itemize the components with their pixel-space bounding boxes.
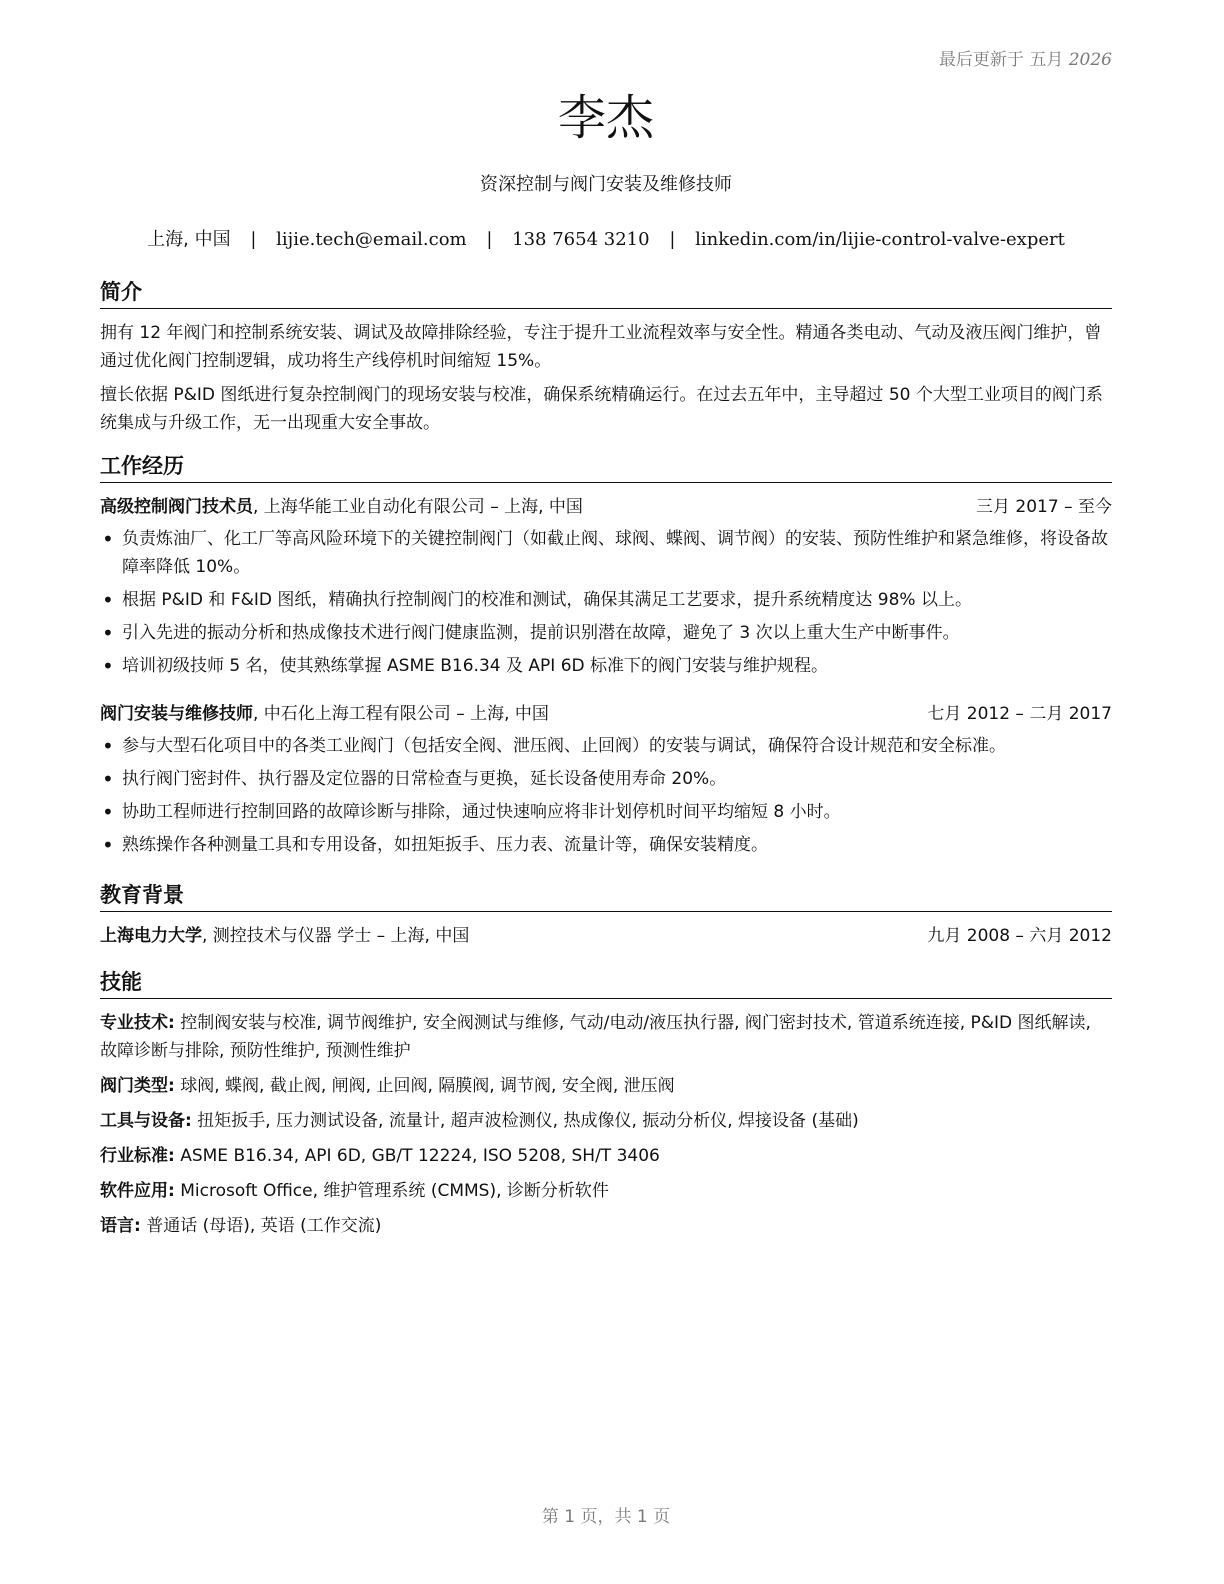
skill-label: 语言: bbox=[100, 1216, 141, 1236]
resume-page bbox=[100, 0, 1112, 1584]
contact-separator: | bbox=[250, 229, 257, 250]
job-header bbox=[100, 493, 1112, 521]
contact-line bbox=[100, 225, 1112, 251]
skill-label: 软件应用: bbox=[100, 1181, 175, 1201]
job-title-company bbox=[100, 493, 583, 521]
contact-linkedin[interactable]: linkedin.com/in/lijie-control-valve-expert bbox=[695, 229, 1065, 250]
job-header bbox=[100, 700, 1112, 728]
job-company: , 中石化上海工程有限公司 – 上海, 中国 bbox=[253, 704, 549, 724]
job-role: 阀门安装与维修技师 bbox=[100, 704, 253, 724]
job-bullets bbox=[100, 525, 1112, 680]
summary-heading: 简介 bbox=[100, 278, 1112, 309]
skill-line bbox=[100, 1009, 1112, 1065]
skill-value: ASME B16.34, API 6D, GB/T 12224, ISO 5208, SH/T 3406 bbox=[174, 1146, 660, 1166]
job-bullet: • 执行阀门密封件、执行器及定位器的日常检查与更换，延长设备使用寿命 20%。 bbox=[100, 765, 1112, 793]
education-section bbox=[100, 881, 1112, 950]
job-company: , 上海华能工业自动化有限公司 – 上海, 中国 bbox=[253, 497, 583, 517]
job-bullet: • 负责炼油厂、化工厂等高风险环境下的关键控制阀门（如截止阀、球阀、蝶阀、调节阀）的安装、预防性维护和紧急维修，将设备故障率降低 10%。 bbox=[100, 525, 1112, 581]
education-school: 上海电力大学 bbox=[100, 926, 202, 946]
skill-label: 行业标准: bbox=[100, 1146, 175, 1166]
education-dates: 九月 2008 – 六月 2012 bbox=[927, 926, 1112, 946]
last-updated bbox=[939, 45, 1112, 70]
job-bullet: • 协助工程师进行控制回路的故障诊断与排除，通过快速响应将非计划停机时间平均缩短 8 小时。 bbox=[100, 798, 1112, 826]
skill-line bbox=[100, 1142, 1112, 1170]
job-bullets bbox=[100, 732, 1112, 859]
summary-paragraph: 擅长依据 P&ID 图纸进行复杂控制阀门的现场安装与校准，确保系统精确运行。在过去五年中，主导超过 50 个大型工业项目的阀门系统集成与升级工作，无一出现重大安全事故。 bbox=[100, 385, 1103, 433]
candidate-title: 资深控制与阀门安装及维修技师 bbox=[480, 174, 732, 195]
education-heading: 教育背景 bbox=[100, 881, 1112, 912]
job-dates: 三月 2017 – 至今 bbox=[976, 497, 1112, 517]
last-updated-year: 2026 bbox=[1068, 50, 1112, 70]
skill-value: 扭矩扳手, 压力测试设备, 流量计, 超声波检测仪, 热成像仪, 振动分析仪, 焊接设备 (基础) bbox=[191, 1111, 859, 1131]
skill-line bbox=[100, 1177, 1112, 1205]
contact-phone[interactable]: 138 7654 3210 bbox=[512, 229, 650, 250]
contact-separator: | bbox=[486, 229, 493, 250]
skill-label: 工具与设备: bbox=[100, 1111, 192, 1131]
skills-heading: 技能 bbox=[100, 968, 1112, 999]
job-role: 高级控制阀门技术员 bbox=[100, 497, 253, 517]
skill-line bbox=[100, 1107, 1112, 1135]
job-bullet: • 熟练操作各种测量工具和专用设备，如扭矩扳手、压力表、流量计等，确保安装精度。 bbox=[100, 831, 1112, 859]
experience-heading: 工作经历 bbox=[100, 452, 1112, 483]
skill-value: 普通话 (母语), 英语 (工作交流) bbox=[140, 1216, 382, 1236]
skill-line bbox=[100, 1072, 1112, 1100]
contact-location: 上海, 中国 bbox=[147, 229, 231, 250]
job-title-company bbox=[100, 700, 549, 728]
education-school-detail bbox=[100, 922, 469, 950]
skill-line bbox=[100, 1212, 1112, 1240]
summary-section bbox=[100, 278, 1112, 443]
page-number: 第 1 页，共 1 页 bbox=[541, 1507, 671, 1527]
job-entry bbox=[100, 700, 1112, 859]
job-bullet: • 根据 P&ID 和 F&ID 图纸，精确执行控制阀门的校准和测试，确保其满足工艺要求，提升系统精度达 98% 以上。 bbox=[100, 586, 1112, 614]
summary-paragraph: 拥有 12 年阀门和控制系统安装、调试及故障排除经验，专注于提升工业流程效率与安全性。精通各类电动、气动及液压阀门维护，曾通过优化阀门控制逻辑，成功将生产线停机时间缩短 15%。 bbox=[100, 323, 1102, 371]
skill-value: Microsoft Office, 维护管理系统 (CMMS), 诊断分析软件 bbox=[174, 1181, 609, 1201]
education-detail: , 测控技术与仪器 学士 – 上海, 中国 bbox=[202, 926, 470, 946]
skill-value: 球阀, 蝶阀, 截止阀, 闸阀, 止回阀, 隔膜阀, 调节阀, 安全阀, 泄压阀 bbox=[174, 1076, 675, 1096]
experience-section bbox=[100, 452, 1112, 864]
job-dates: 七月 2012 – 二月 2017 bbox=[927, 704, 1112, 724]
job-bullet: • 参与大型石化项目中的各类工业阀门（包括安全阀、泄压阀、止回阀）的安装与调试，确保符合设计规范和安全标准。 bbox=[100, 732, 1112, 760]
skills-section bbox=[100, 968, 1112, 1247]
skill-label: 阀门类型: bbox=[100, 1076, 175, 1096]
candidate-name: 李杰 bbox=[557, 90, 654, 146]
skill-label: 专业技术: bbox=[100, 1013, 175, 1033]
education-entry bbox=[100, 922, 1112, 950]
skill-value: 控制阀安装与校准, 调节阀维护, 安全阀测试与维修, 气动/电动/液压执行器, 阀门密封技术, 管道系统连接, P&ID 图纸解读, 故障诊断与排除, 预防性维护, 预测性维护 bbox=[100, 1013, 1091, 1061]
job-entry bbox=[100, 493, 1112, 680]
job-bullet: • 引入先进的振动分析和热成像技术进行阀门健康监测，提前识别潜在故障，避免了 3 次以上重大生产中断事件。 bbox=[100, 619, 1112, 647]
job-bullet: • 培训初级技师 5 名，使其熟练掌握 ASME B16.34 及 API 6D 标准下的阀门安装与维护规程。 bbox=[100, 652, 1112, 680]
last-updated-prefix: 最后更新于 五月 bbox=[938, 50, 1064, 70]
contact-email[interactable]: lijie.tech@email.com bbox=[276, 229, 467, 250]
contact-separator: | bbox=[669, 229, 676, 250]
